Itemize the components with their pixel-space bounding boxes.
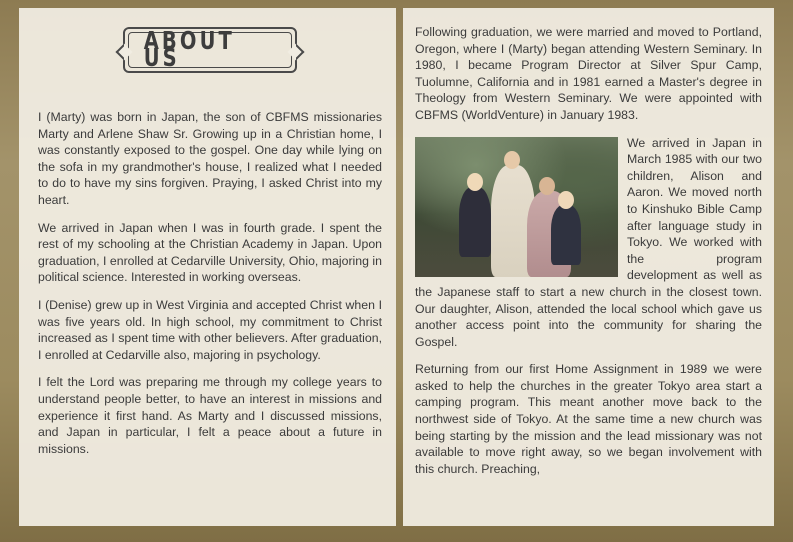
photo-head-father (504, 151, 520, 169)
photo-figure-daughter (459, 187, 491, 257)
paragraph-schooling: We arrived in Japan when I was in fourth grade. I spent the rest of my schooling at the Christian Academy in Japan. Upon graduation, I enrolled at Cedarville University, Ohio, majoring in political science. Interested in working overseas. (38, 220, 382, 285)
page-title: ABOUT US (143, 26, 235, 72)
paragraph-denise: I (Denise) grew up in West Virginia and accepted Christ when I was five years old. In high school, my commitment to Christ increased as I spent time with other believers. After graduation, I enrolled at Cedarville also, majoring in psychology. (38, 297, 382, 362)
left-panel (19, 8, 396, 526)
paragraph-calling: I felt the Lord was preparing me through my college years to understand people better, to have an interest in missions and experience it first hand. As Marty and I discussed missions, and Japan in particular, I felt a peace about a future in missions. (38, 375, 382, 456)
banner-corner-left (116, 44, 133, 61)
photo-paragraph-block (415, 135, 762, 351)
photo-head-son (558, 191, 574, 209)
photo-figure-son (551, 205, 581, 265)
paragraph-arrival-1985: We arrived in Japan in March 1985 with our two children, Alison and Aaron. We moved north to Kinshuko Bible Camp after language study in Tokyo. We worked with the program development as well as the Japanese staff to start a new church in the closest town. Our daughter, Alison, attended the local school which gave us another access point into the community for sharing the Gospel. (415, 135, 762, 349)
paragraph-marty-childhood: I (Marty) was born in Japan, the son of CBFMS missionaries Marty and Arlene Shaw Sr. Growing up in a Christian home, I was constantly exposed to the gospel. One day while lying on the sofa in my grandmother's house, I realized what I needed to do to have my sins forgiven. Praying, I asked Christ into my heart. (38, 110, 382, 207)
family-photo (415, 137, 618, 277)
paragraph-seminary: Following graduation, we were married and moved to Portland, Oregon, where I (Marty) began attending Western Seminary. In 1980, I became Program Director at Silver Spur Camp, Tuolumne, California and in 1981 earned a Master's degree in Theology from Western Seminary. We were appointed with CBFMS (WorldVenture) in January 1983. (415, 25, 762, 122)
title-banner (123, 27, 297, 73)
right-panel (403, 8, 774, 526)
paragraph-home-assignment: Returning from our first Home Assignment in 1989 we were asked to help the churches in the greater Tokyo area start a camping program. This meant another move back to the northwest side of Tokyo. At the same time a new church was being starting by the mission and the lead missionary was not available to move right away, so we began involvement with this church. Preaching, (415, 362, 762, 476)
photo-head-mother (539, 177, 555, 195)
photo-head-daughter (467, 173, 483, 191)
banner-corner-right (288, 44, 305, 61)
